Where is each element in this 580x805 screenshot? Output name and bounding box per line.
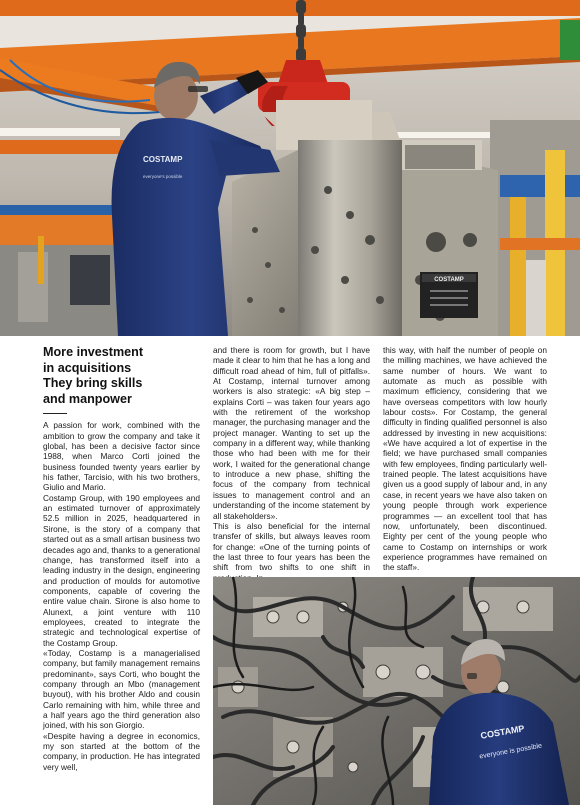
- jacket-logo-bottom: COSTAMP: [479, 723, 526, 741]
- article-column-3: [383, 345, 547, 573]
- column-2-text: and there is room for growth, but I have made it clear to him that he has a long and difficult road ahead of him, full of pitfalls». At Costamp, internal turnover among workers is also strategic: «A big step – explains Corti – was taken four years ago with the retirement of the workshop manager, the purchasing manager and the project manager. Wanting to set up the company in a different way, while thanking those who had been with me for their work, I waited for the generational change to introduce a new phase, shifting the focus of the company from technical issues to management control and an understanding of the income statement by all stakeholders». This is also beneficial for the internal transfer of skills, but always leaves room for change: «One of the turning points of the last three to four years has been the shift from two shifts to one shift in: [213, 345, 370, 573]
- column-3-text: this way, with half the number of people on the milling machines, we have achieved the same number of hours. We want to automate as much as possible with maximum efficiency, considering that we have overseas competitors with low hourly labour costs». For Costamp, the general difficulty in finding qualified personnel is also addressed by investing in new acquisitions: «We have acquired a lot of expertise in the field; we have purchased small companies with few employees, finding particularly well-trained people. The latest acquisitions have given us a good supply of labour and, in any case, in recent years we have also taken on young people through work experience programmes — an excellent tool that has now, unfortunately, been discontinued. Eighty per cent of the young people who came to Costamp on internships or work experience programmes have remained on the staff».: [383, 345, 547, 573]
- workshop-photo: [0, 0, 580, 336]
- article-title: [43, 345, 200, 407]
- title-line: More investment: [43, 345, 144, 359]
- mould-wiring-photo: [213, 577, 580, 805]
- column-1-text: A passion for work, combined with the ambition to grow the company and take it global, has been a decisive factor since 1988, when Marco Corti joined the business founded twenty years earlier by his father, Tarcisio, with his two brothers, Giulio and Mario. Costamp Group, with 190 employees and an estimated turnover of approximately 52.5 million in 2025, headquartered in Sirone, is the story of a company that started out as a small artisan business two decades ago and, thanks to a generational change, has transformed itself into a leading industry in the design, engineering and production of moulds for automotive components, capable of covering the entire value chain. Sirone is also home to Alunext, a joint venture with 110 employees, created to integrate the strategic and technological expertise of the Costamp Group. «Today, Costamp is a managerialised company, but family management remains predominant», says Corti, who bought the company through an Mbo (management buyout), with his brother Aldo and cousin Carlo remaining with him, while three and a half years ago the third generation also joined, with his son Giorgio. «Despite having a degree in economics, my son started at the bottom of the company, in production. He has integrated very well,: [43, 420, 200, 772]
- title-line: They bring skills: [43, 376, 143, 391]
- jacket-slogan-bottom: everyone is possible: [478, 742, 543, 761]
- jacket-logo-top: COSTAMP: [143, 155, 183, 164]
- mould-wiring-drawing: [213, 577, 580, 805]
- article-column-1: [43, 345, 200, 772]
- plate-logo: COSTAMP: [434, 277, 464, 283]
- workshop-photo-drawing: [0, 0, 580, 336]
- title-divider: [43, 413, 67, 414]
- title-line: in acquisitions: [43, 360, 132, 375]
- title-line: and manpower: [43, 391, 132, 406]
- jacket-slogan-top: everyone's possible: [143, 174, 183, 179]
- article-column-2: [213, 345, 370, 583]
